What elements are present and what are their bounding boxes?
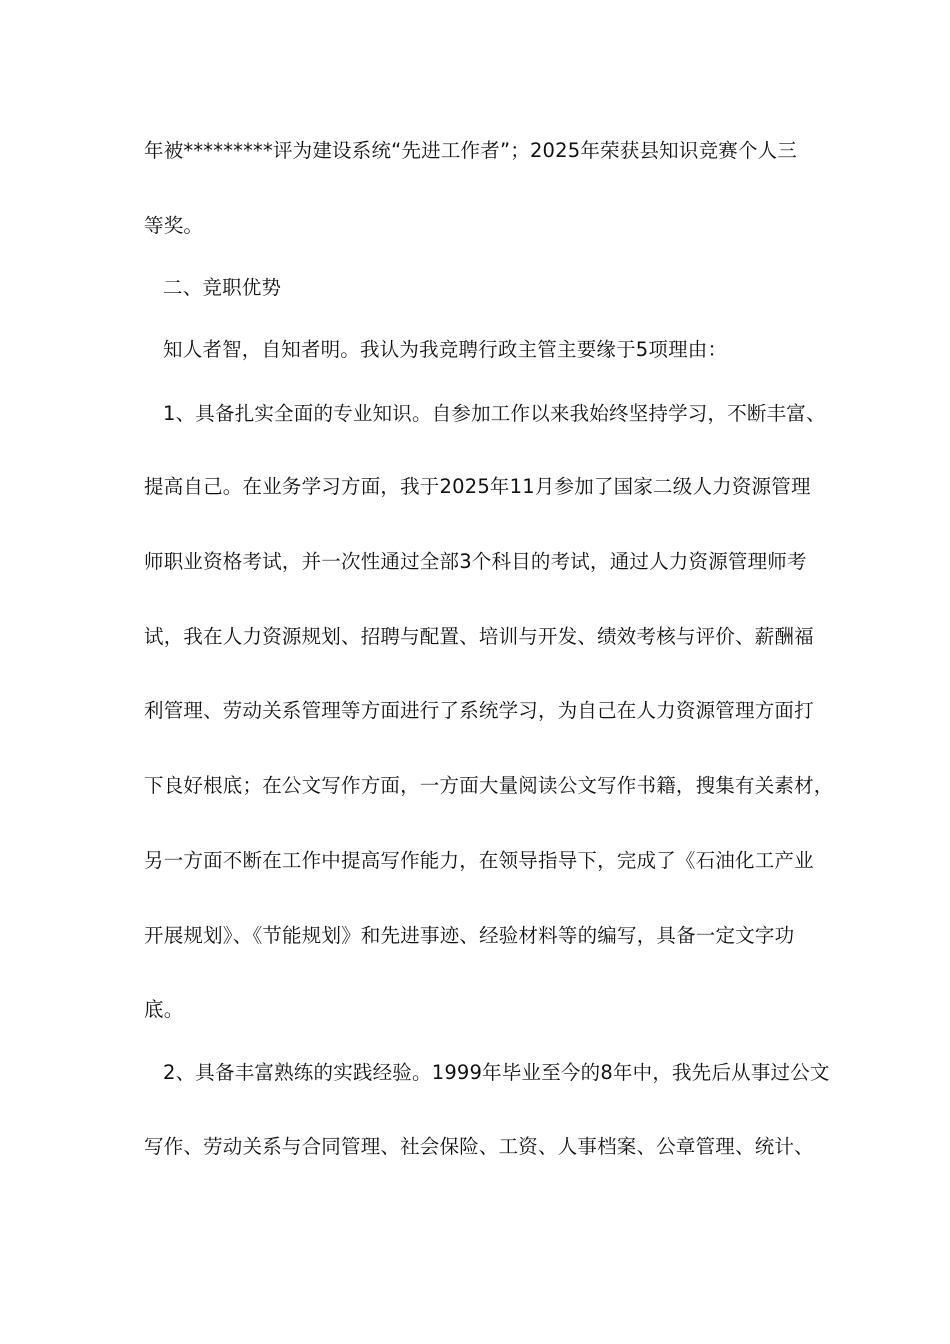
paragraph-line: 2、具备丰富熟练的实践经验。1999年毕业至今的8年中，我先后从事过公文 bbox=[163, 1061, 830, 1084]
paragraph-line: 年被*********评为建设系统“先进工作者”；2025年荣获县知识竞赛个人三 bbox=[144, 139, 798, 162]
section-heading: 二、竞职优势 bbox=[163, 276, 282, 299]
paragraph-line: 另一方面不断在工作中提高写作能力，在领导指导下，完成了《石油化工产业 bbox=[144, 849, 814, 872]
paragraph-line: 等奖。 bbox=[144, 214, 204, 237]
paragraph-line: 利管理、劳动关系管理等方面进行了系统学习，为自己在人力资源管理方面打 bbox=[144, 699, 814, 722]
paragraph-line: 1、具备扎实全面的专业知识。自参加工作以来我始终坚持学习，不断丰富、 bbox=[163, 402, 826, 425]
paragraph-line: 下良好根底；在公文写作方面，一方面大量阅读公文写作书籍，搜集有关素材， bbox=[144, 774, 834, 797]
paragraph-line: 开展规划》、《节能规划》和先进事迹、经验材料等的编写，具备一定文字功 bbox=[144, 924, 795, 947]
paragraph-line: 师职业资格考试，并一次性通过全部3个科目的考试，通过人力资源管理师考 bbox=[144, 550, 807, 573]
paragraph-line: 知人者智，自知者明。我认为我竞聘行政主管主要缘于5项理由： bbox=[163, 338, 728, 361]
paragraph-line: 试，我在人力资源规划、招聘与配置、培训与开发、绩效考核与评价、薪酬福 bbox=[144, 625, 814, 648]
paragraph-line: 提高自己。在业务学习方面，我于2025年11月参加了国家二级人力资源管理 bbox=[144, 475, 811, 498]
paragraph-line: 写作、劳动关系与合同管理、社会保险、工资、人事档案、公章管理、统计、 bbox=[144, 1135, 814, 1158]
paragraph-line: 底。 bbox=[144, 998, 184, 1021]
